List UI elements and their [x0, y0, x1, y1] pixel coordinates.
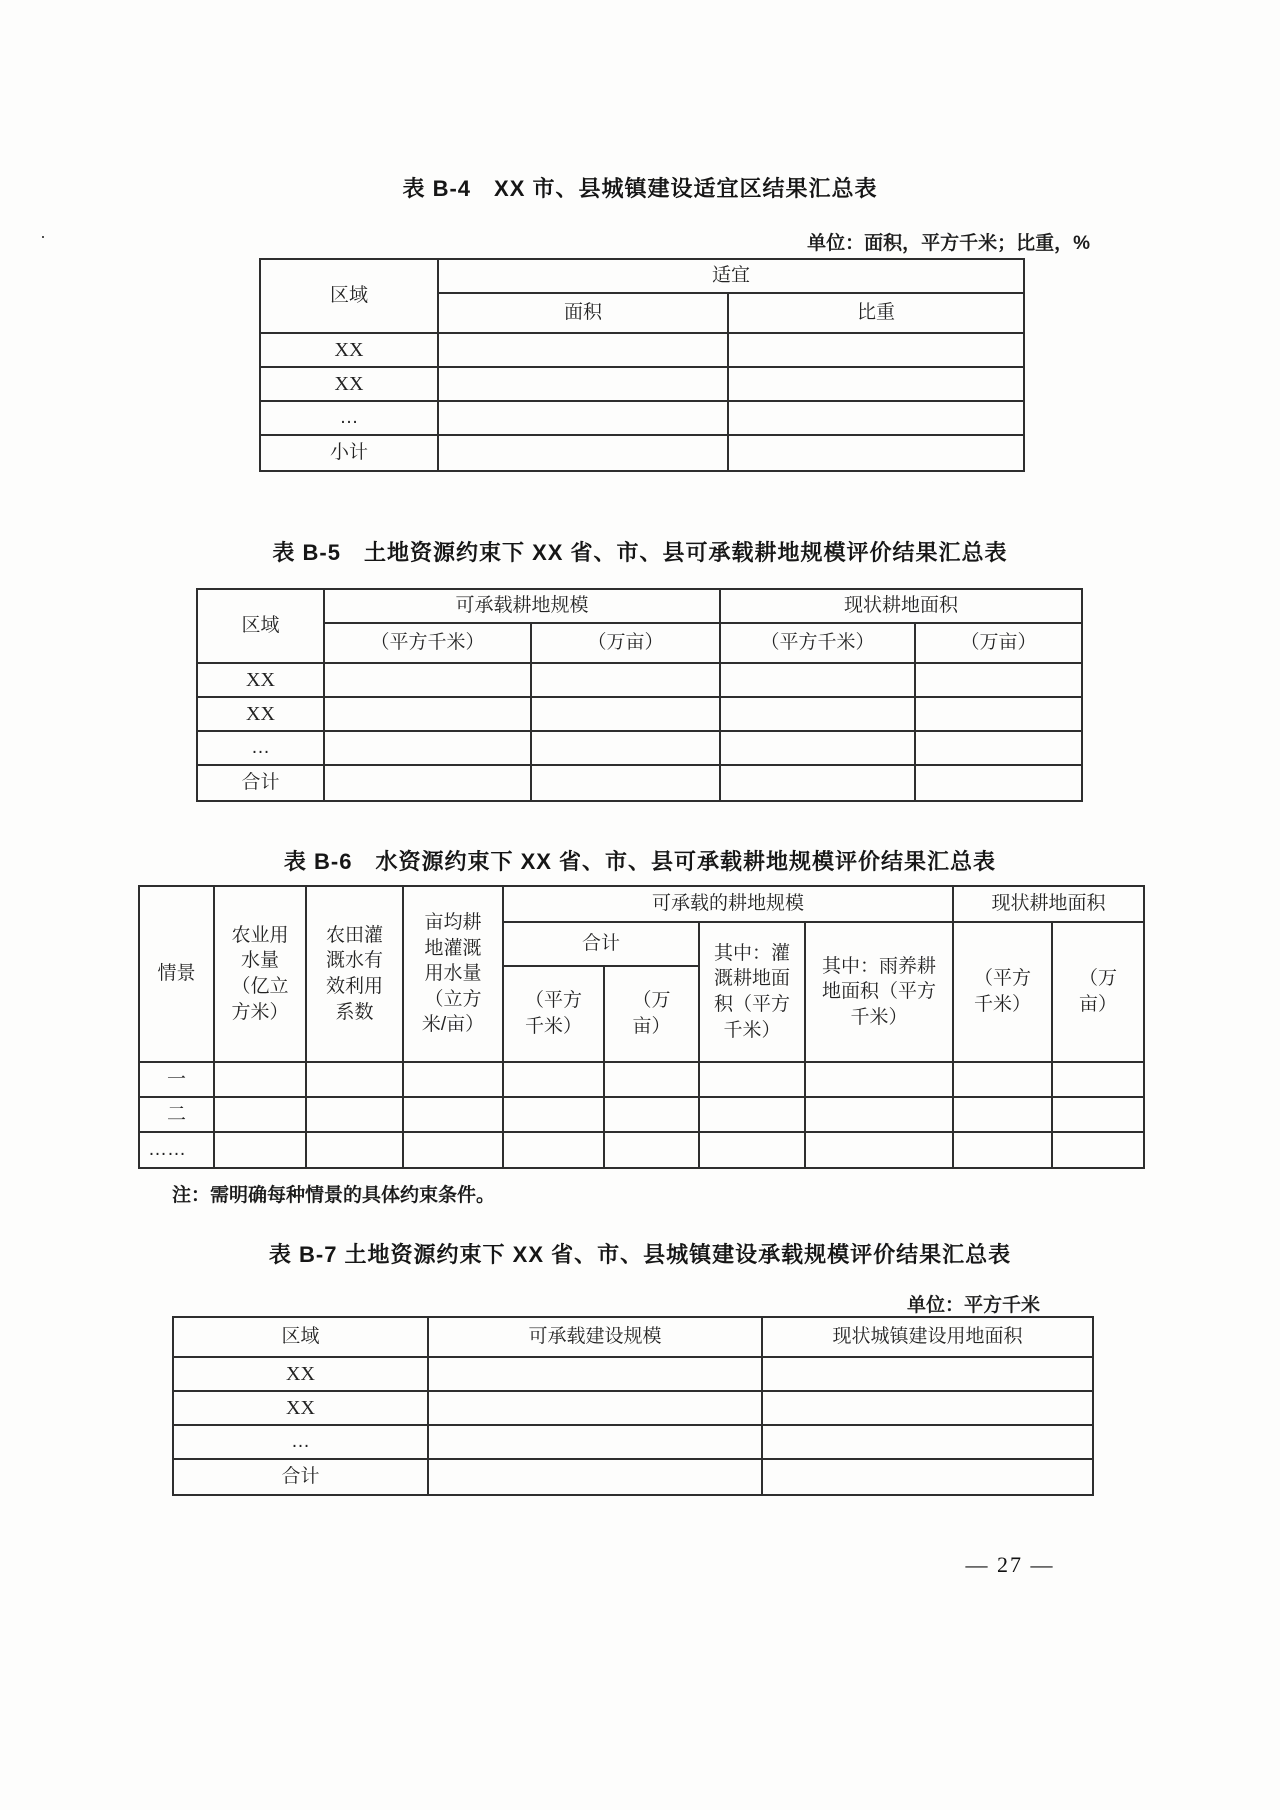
- empty-cell: [720, 663, 915, 697]
- empty-cell: [699, 1132, 805, 1168]
- table-row: [139, 1062, 1144, 1097]
- empty-cell: [438, 333, 728, 367]
- empty-cell: [531, 765, 720, 801]
- b5-header-region: 区域: [197, 589, 324, 663]
- table-row: [139, 1132, 1144, 1168]
- empty-cell: [915, 697, 1082, 731]
- empty-cell: [503, 1062, 604, 1097]
- b4-row-label: 小计: [260, 435, 438, 471]
- table-row: [197, 697, 1082, 731]
- b5-header-bearable-sqkm: （平方千米）: [324, 623, 531, 663]
- table-b7-unit-note: 单位：平方千米: [906, 1295, 1040, 1316]
- empty-cell: [1052, 1097, 1144, 1132]
- b6-row-label: 二: [139, 1097, 214, 1132]
- empty-cell: [720, 765, 915, 801]
- empty-cell: [720, 697, 915, 731]
- empty-cell: [324, 697, 531, 731]
- table-row: [173, 1459, 1093, 1495]
- empty-cell: [762, 1357, 1093, 1391]
- empty-cell: [953, 1097, 1052, 1132]
- b5-header-current-sqkm: （平方千米）: [720, 623, 915, 663]
- table-row: [260, 435, 1024, 471]
- empty-cell: [720, 731, 915, 765]
- table-row: [197, 663, 1082, 697]
- b7-row-label: 合计: [173, 1459, 428, 1495]
- b5-header-bearable-wanmu: （万亩）: [531, 623, 720, 663]
- b6-header-subtotal-group: 合计: [503, 922, 699, 966]
- table-b5: [196, 588, 1083, 802]
- table-b6-title: 表 B-6 水资源约束下 XX 省、市、县可承载耕地规模评价结果汇总表: [283, 849, 997, 874]
- b7-header-bearable-scale: 可承载建设规模: [428, 1317, 762, 1357]
- b6-header-bearable-group: 可承载的耕地规模: [503, 886, 953, 922]
- empty-cell: [306, 1097, 403, 1132]
- table-row: [139, 1097, 1144, 1132]
- table-b6-note: 注：需明确每种情景的具体约束条件。: [172, 1185, 496, 1206]
- empty-cell: [324, 663, 531, 697]
- empty-cell: [403, 1062, 503, 1097]
- table-row: [197, 765, 1082, 801]
- b6-header-scenario: 情景: [139, 886, 214, 1062]
- b6-header-subtotal-sqkm: （平方千米）: [503, 966, 604, 1062]
- b4-header-suitable-group: 适宜: [438, 259, 1024, 293]
- table-row: [173, 1425, 1093, 1459]
- empty-cell: [214, 1062, 306, 1097]
- empty-cell: [762, 1459, 1093, 1495]
- b7-row-label: …: [173, 1425, 428, 1459]
- empty-cell: [604, 1132, 699, 1168]
- empty-cell: [428, 1459, 762, 1495]
- empty-cell: [699, 1097, 805, 1132]
- empty-cell: [438, 367, 728, 401]
- table-row: [260, 367, 1024, 401]
- empty-cell: [953, 1132, 1052, 1168]
- b4-row-label: XX: [260, 367, 438, 401]
- empty-cell: [604, 1062, 699, 1097]
- table-b4: [259, 258, 1025, 472]
- empty-cell: [699, 1062, 805, 1097]
- empty-cell: [604, 1097, 699, 1132]
- empty-cell: [428, 1391, 762, 1425]
- empty-cell: [503, 1132, 604, 1168]
- empty-cell: [214, 1132, 306, 1168]
- b4-row-label: …: [260, 401, 438, 435]
- b7-header-current-area: 现状城镇建设用地面积: [762, 1317, 1093, 1357]
- b6-row-label: 一: [139, 1062, 214, 1097]
- table-b5-title: 表 B-5 土地资源约束下 XX 省、市、县可承载耕地规模评价结果汇总表: [272, 540, 1008, 565]
- empty-cell: [531, 731, 720, 765]
- table-b7-title: 表 B-7 土地资源约束下 XX 省、市、县城镇建设承载规模评价结果汇总表: [268, 1242, 1012, 1267]
- b6-header-rainfed-area: 其中：雨养耕地面积（平方千米）: [805, 922, 953, 1062]
- empty-cell: [324, 765, 531, 801]
- empty-cell: [805, 1097, 953, 1132]
- table-row: [260, 401, 1024, 435]
- table-b4-unit-note: 单位：面积，平方千米；比重，%: [807, 233, 1090, 254]
- table-b7: [172, 1316, 1094, 1496]
- b6-header-agri-water: 农业用水量（亿立方米）: [214, 886, 306, 1062]
- b6-header-irrigation-coefficient: 农田灌溉水有效利用系数: [306, 886, 403, 1062]
- empty-cell: [1052, 1132, 1144, 1168]
- page-number: — 27 —: [965, 1552, 1055, 1577]
- b5-row-label: XX: [197, 697, 324, 731]
- b6-header-current-group: 现状耕地面积: [953, 886, 1144, 922]
- table-row: [173, 1391, 1093, 1425]
- empty-cell: [438, 401, 728, 435]
- table-b4-title: 表 B-4 XX 市、县城镇建设适宜区结果汇总表: [402, 176, 878, 201]
- b6-header-current-wanmu: （万亩）: [1052, 922, 1144, 1062]
- empty-cell: [324, 731, 531, 765]
- b6-row-label: ……: [139, 1132, 214, 1168]
- b4-header-region: 区域: [260, 259, 438, 333]
- table-b6: [138, 885, 1145, 1169]
- b6-header-subtotal-wanmu: （万亩）: [604, 966, 699, 1062]
- b5-row-label: …: [197, 731, 324, 765]
- b7-row-label: XX: [173, 1391, 428, 1425]
- table-row: [173, 1357, 1093, 1391]
- empty-cell: [728, 435, 1024, 471]
- empty-cell: [531, 663, 720, 697]
- empty-cell: [503, 1097, 604, 1132]
- empty-cell: [214, 1097, 306, 1132]
- b5-row-label: XX: [197, 663, 324, 697]
- empty-cell: [805, 1062, 953, 1097]
- b7-row-label: XX: [173, 1357, 428, 1391]
- empty-cell: [306, 1132, 403, 1168]
- b6-header-per-mu-irrigation-water: 亩均耕地灌溉用水量（立方米/亩）: [403, 886, 503, 1062]
- stray-scan-mark: ·: [40, 226, 46, 246]
- empty-cell: [915, 765, 1082, 801]
- empty-cell: [1052, 1062, 1144, 1097]
- table-row: [260, 333, 1024, 367]
- empty-cell: [438, 435, 728, 471]
- empty-cell: [403, 1132, 503, 1168]
- b6-header-current-sqkm: （平方千米）: [953, 922, 1052, 1062]
- b6-header-irrigated-area: 其中：灌溉耕地面积（平方千米）: [699, 922, 805, 1062]
- b5-row-label: 合计: [197, 765, 324, 801]
- b7-header-region: 区域: [173, 1317, 428, 1357]
- b5-header-bearable-group: 可承载耕地规模: [324, 589, 720, 623]
- b4-row-label: XX: [260, 333, 438, 367]
- empty-cell: [428, 1425, 762, 1459]
- empty-cell: [762, 1425, 1093, 1459]
- empty-cell: [915, 663, 1082, 697]
- b4-header-area: 面积: [438, 293, 728, 333]
- b5-header-current-group: 现状耕地面积: [720, 589, 1082, 623]
- empty-cell: [915, 731, 1082, 765]
- table-row: [197, 731, 1082, 765]
- empty-cell: [306, 1062, 403, 1097]
- empty-cell: [762, 1391, 1093, 1425]
- empty-cell: [403, 1097, 503, 1132]
- empty-cell: [728, 333, 1024, 367]
- empty-cell: [728, 401, 1024, 435]
- empty-cell: [428, 1357, 762, 1391]
- empty-cell: [728, 367, 1024, 401]
- b5-header-current-wanmu: （万亩）: [915, 623, 1082, 663]
- empty-cell: [805, 1132, 953, 1168]
- b4-header-proportion: 比重: [728, 293, 1024, 333]
- empty-cell: [953, 1062, 1052, 1097]
- empty-cell: [531, 697, 720, 731]
